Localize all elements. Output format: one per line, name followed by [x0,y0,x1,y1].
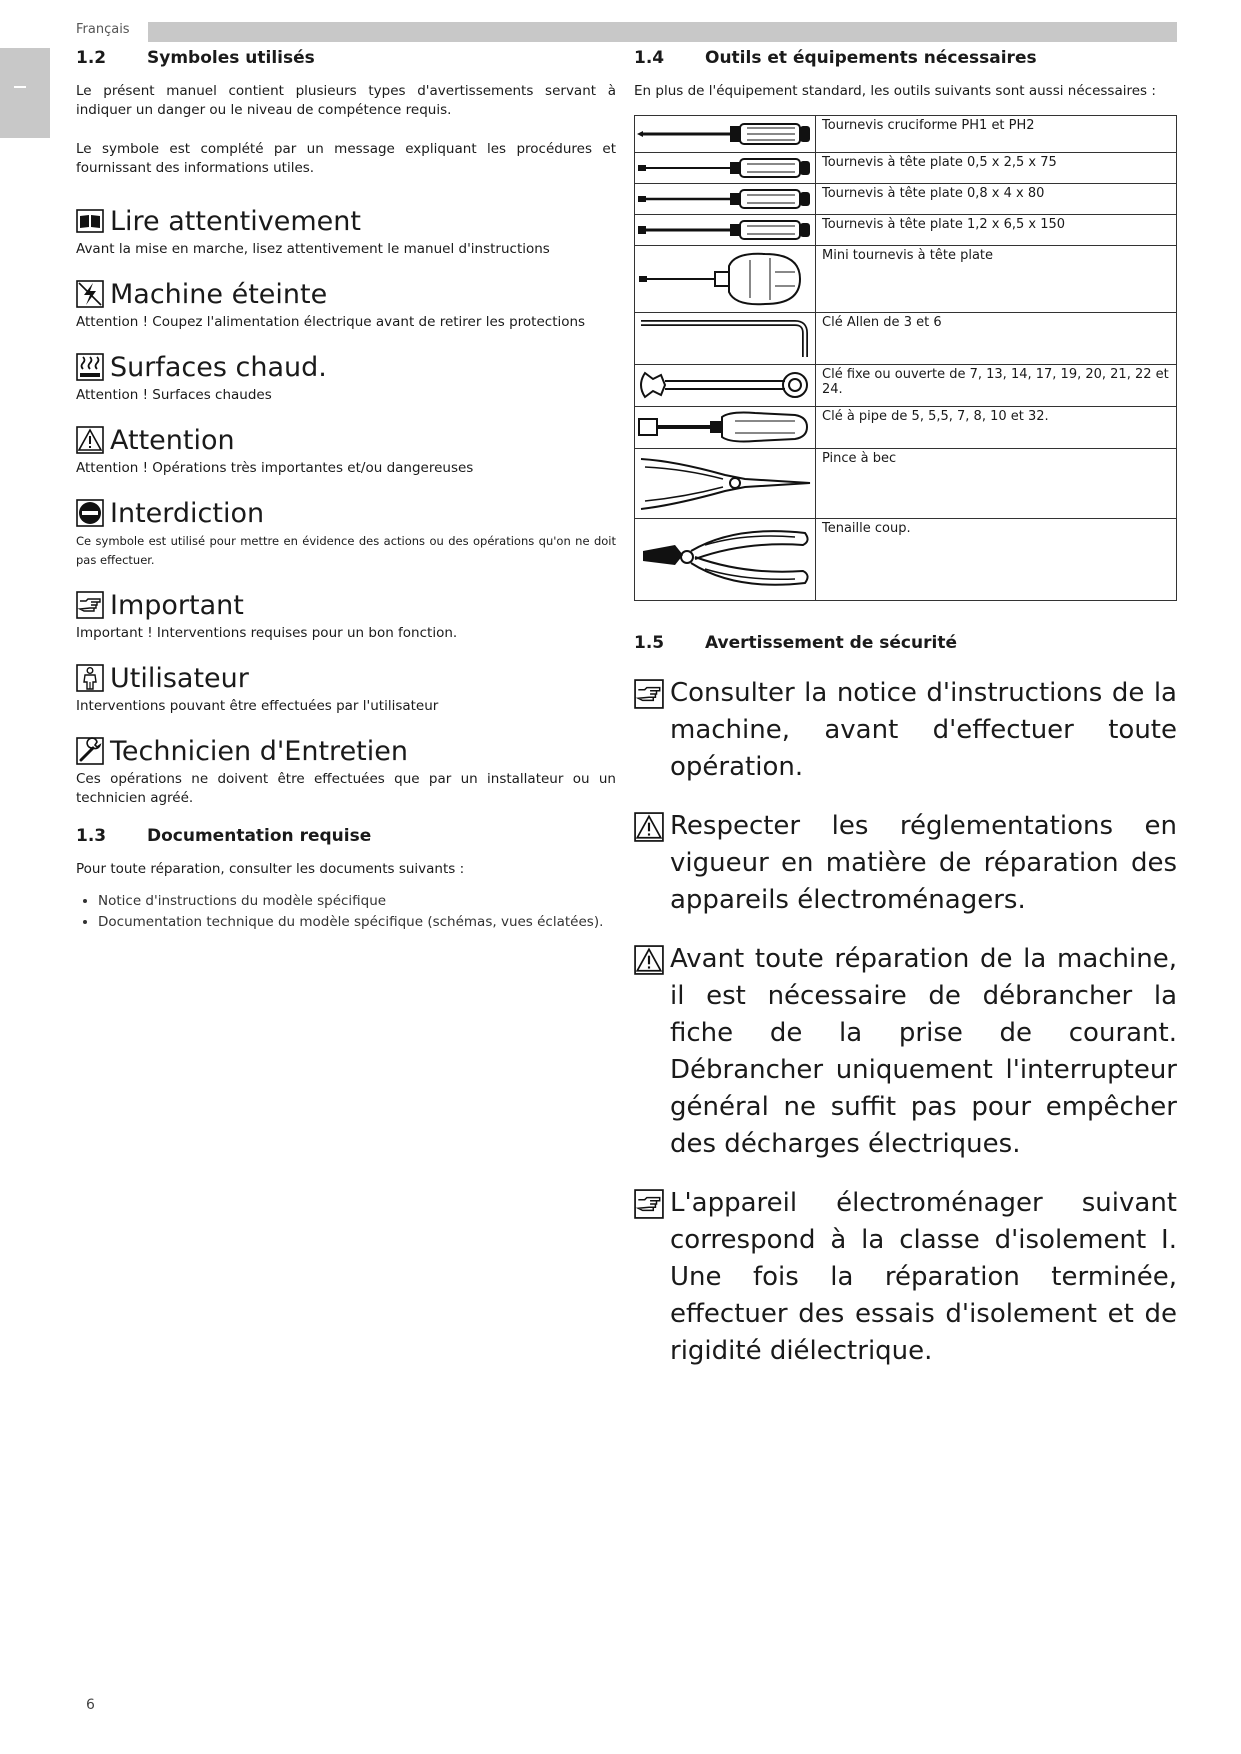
tool-label: Tournevis cruciforme PH1 et PH2 [816,116,1177,153]
tool-label: Tournevis à tête plate 0,8 x 4 x 80 [816,184,1177,215]
table-row [635,215,1177,246]
section-heading-1-2: 1.2 Symboles utilisés [76,48,315,68]
user-icon [76,664,104,692]
prohibition-icon [76,499,104,527]
symbol-title: Machine éteinte [110,278,328,310]
symbol-description: Important ! Interventions requises pour un bon fonction. [76,625,458,641]
symbol-entry [76,204,616,259]
symbol-title: Utilisateur [110,662,249,694]
table-row [635,449,1177,519]
symbol-title: Technicien d'Entretien [110,735,408,767]
warning-text: Respecter les réglementations en vigueur en matière de réparation des appareils électroménagers. [670,811,1177,915]
symbol-description: Attention ! Surfaces chaudes [76,387,272,403]
flat-screwdriver-icon [635,215,815,245]
page-number: 6 [86,1697,95,1713]
pointing-hand-icon [634,679,664,709]
combination-wrench-icon [635,365,815,405]
table-row [635,313,1177,365]
tool-picture-cell [635,519,816,601]
table-row [635,153,1177,184]
symbol-description: Attention ! Coupez l'alimentation électrique avant de retirer les protections [76,314,586,330]
tool-label: Mini tournevis à tête plate [816,246,1177,313]
tool-picture-cell [635,313,816,365]
safety-warning [634,941,1177,1163]
header-bar [148,22,1177,42]
tools-table [634,115,1177,601]
table-row [635,407,1177,449]
tool-picture-cell [635,116,816,153]
symbol-title: Important [110,589,244,621]
paragraph: Pour toute réparation, consulter les documents suivants : [76,861,465,877]
warning-text: Consulter la notice d'instructions de la machine, avant d'effectuer toute opération. [670,678,1177,782]
symbol-entry [76,423,616,478]
symbol-entry [76,661,616,716]
tool-label: Tournevis à tête plate 1,2 x 6,5 x 150 [816,215,1177,246]
right-column [634,48,1177,1392]
cutting-pliers-icon [635,519,815,599]
tool-picture-cell [635,246,816,313]
list-item: • Notice d'instructions du modèle spécifique [98,891,616,912]
flat-screwdriver-icon [635,153,815,183]
symbol-description: Ce symbole est utilisé pour mettre en évidence des actions ou des opérations qu'on ne doit pas effectuer. [76,534,616,567]
symbol-entry [76,496,616,570]
tool-picture-cell [635,215,816,246]
tool-picture-cell [635,184,816,215]
symbol-entry [76,350,616,405]
list-item: • Documentation technique du modèle spécifique (schémas, vues éclatées). [98,912,616,933]
safety-warning [634,808,1177,919]
safety-warning [634,1185,1177,1370]
section-heading-1-3: 1.3 Documentation requise [76,826,372,846]
warning-text: Avant toute réparation de la machine, il est nécessaire de débrancher la fiche de la prise de courant. Débrancher uniquement l'interrupteur général ne suffit pas pour empêcher des décharges électriques. [670,944,1177,1159]
symbol-title: Attention [110,424,235,456]
safety-warning [634,675,1177,786]
section-heading-1-5: 1.5 Avertissement de sécurité [634,633,957,653]
symbol-entry [76,734,616,808]
nut-driver-icon [635,407,815,447]
paragraph: Le présent manuel contient plusieurs types d'avertissements servant à indiquer un danger ou le niveau de compétence requis. [76,83,616,118]
table-row [635,246,1177,313]
tool-label: Clé fixe ou ouverte de 7, 13, 14, 17, 19, 20, 21, 22 et 24. [816,365,1177,407]
symbol-description: Avant la mise en marche, lisez attentivement le manuel d'instructions [76,241,550,257]
wrench-icon [76,737,104,765]
document-list [76,891,616,933]
allen-key-icon [635,313,815,363]
symbol-description: Attention ! Opérations très importantes et/ou dangereuses [76,460,474,476]
symbol-title: Lire attentivement [110,205,361,237]
warning-triangle-icon [634,945,664,975]
tool-label: Tournevis à tête plate 0,5 x 2,5 x 75 [816,153,1177,184]
tool-label: Clé à pipe de 5, 5,5, 7, 8, 10 et 32. [816,407,1177,449]
paragraph: En plus de l'équipement standard, les outils suivants sont aussi nécessaires : [634,83,1156,99]
symbol-title: Surfaces chaud. [110,351,327,383]
flat-screwdriver-icon [635,184,815,214]
symbol-title: Interdiction [110,497,265,529]
phillips-screwdriver-icon [635,116,815,152]
side-tab [0,48,50,138]
tool-picture-cell [635,153,816,184]
power-off-icon [76,280,104,308]
left-column [76,48,616,933]
tool-picture-cell [635,449,816,519]
tool-label: Clé Allen de 3 et 6 [816,313,1177,365]
symbol-entry [76,277,616,332]
hot-surface-icon [76,353,104,381]
section-heading-1-4: 1.4 Outils et équipements nécessaires [634,48,1037,68]
mini-screwdriver-icon [635,246,815,312]
tool-picture-cell [635,407,816,449]
table-row [635,519,1177,601]
tool-label: Tenaille coup. [816,519,1177,601]
tool-picture-cell [635,365,816,407]
warning-triangle-icon [634,812,664,842]
pointing-hand-icon [634,1189,664,1219]
pointing-hand-icon [76,591,104,619]
tool-label: Pince à bec [816,449,1177,519]
warning-text: L'appareil électroménager suivant correspond à la classe d'isolement I. Une fois la réparation terminée, effectuer des essais d'isolement et de rigidité diélectrique. [670,1188,1177,1366]
warning-triangle-icon [76,426,104,454]
language-label: Français [76,22,130,37]
symbol-description: Interventions pouvant être effectuées par l'utilisateur [76,698,439,714]
table-row [635,116,1177,153]
symbol-description: Ces opérations ne doivent être effectuées que par un installateur ou un technicien agréé. [76,771,616,806]
table-row [635,365,1177,407]
symbol-entry [76,588,616,643]
paragraph: Le symbole est complété par un message expliquant les procédures et fournissant des informations utiles. [76,141,616,176]
table-row [635,184,1177,215]
book-icon [76,207,104,235]
needle-nose-pliers-icon [635,449,815,517]
